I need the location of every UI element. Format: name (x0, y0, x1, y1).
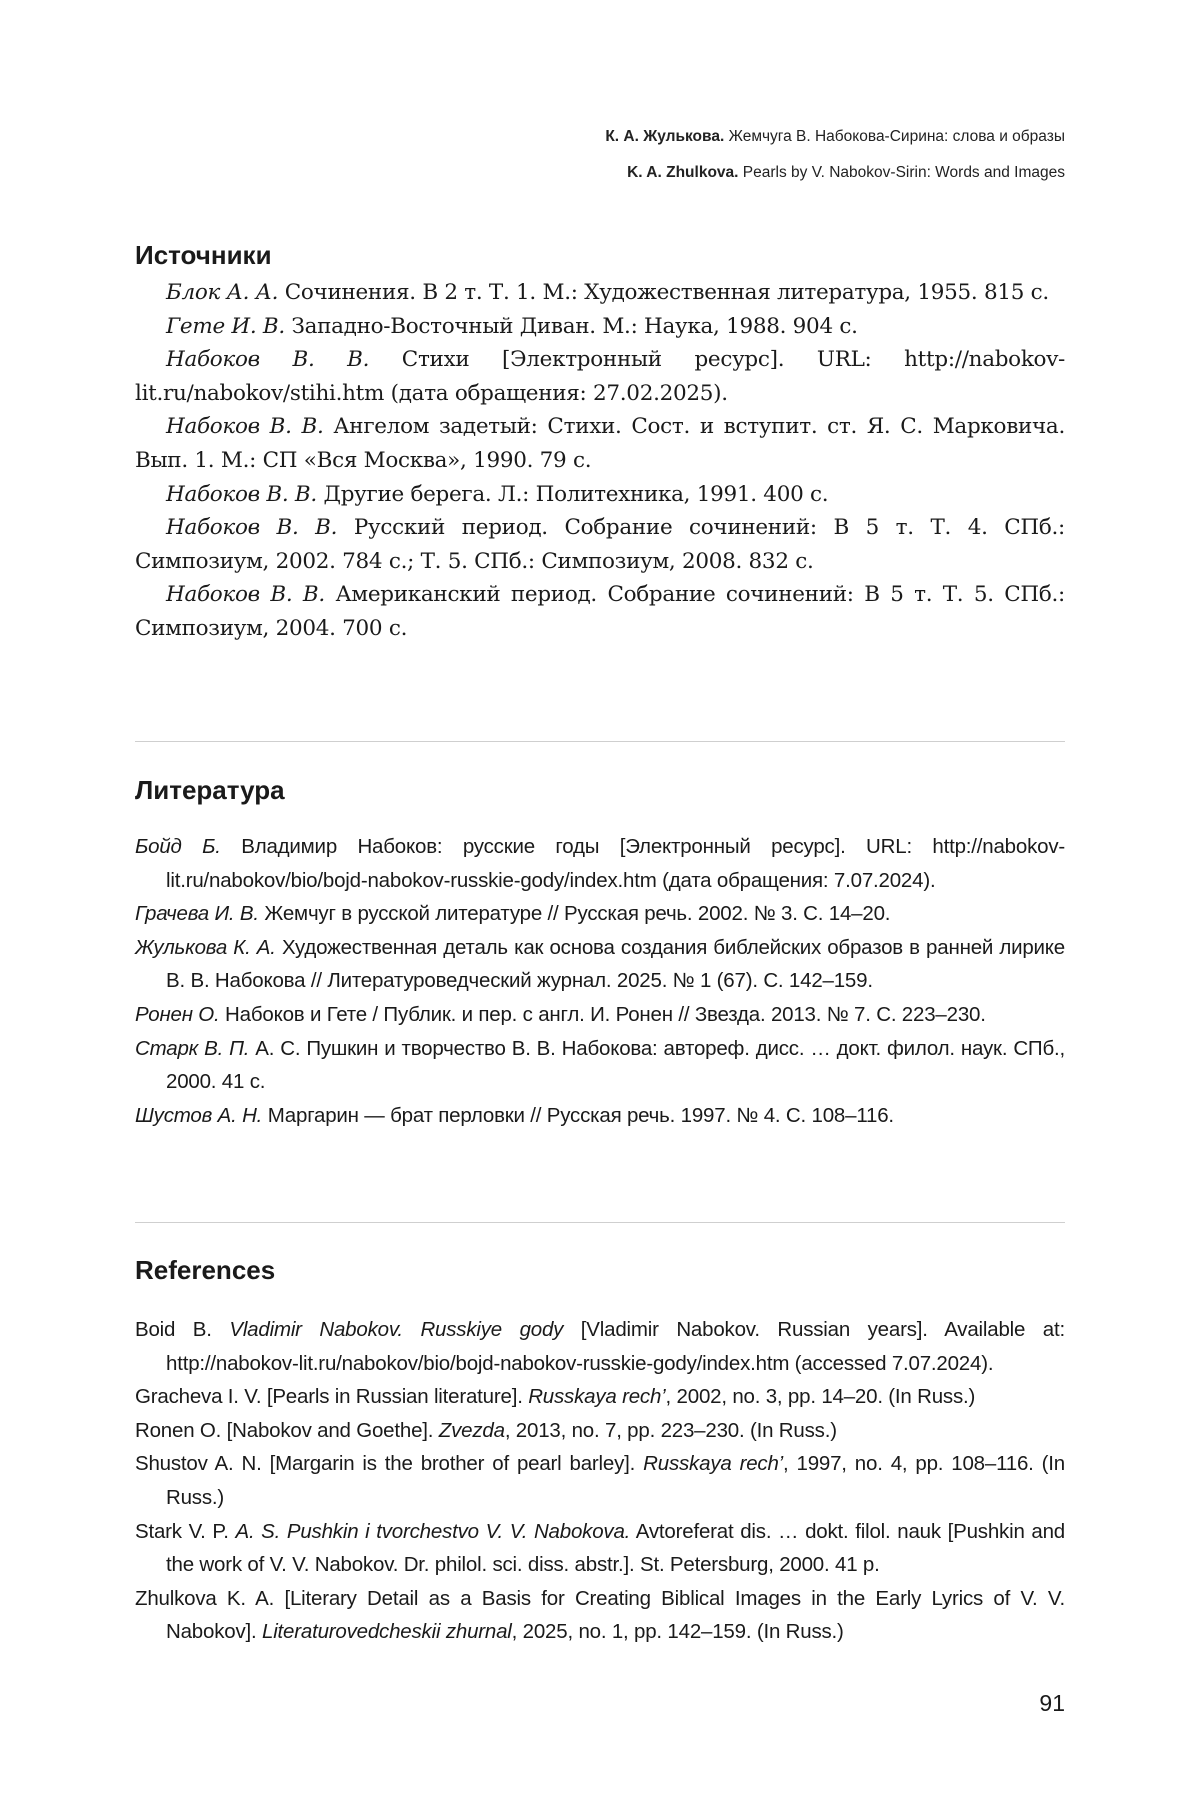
source-author: Набоков В. В. (166, 347, 370, 373)
reference-italic: Zvezda (438, 1418, 505, 1442)
source-entry (135, 276, 1065, 310)
source-author: Блок А. А. (166, 280, 279, 305)
source-entry (135, 511, 1065, 578)
literature-author: Шустов А. Н. (135, 1103, 263, 1127)
source-entry (135, 578, 1065, 645)
source-text: Сочинения. В 2 т. Т. 1. М.: Художественная литература, 1955. 815 с. (284, 280, 1049, 305)
reference-entry (135, 1447, 1065, 1514)
running-head-en-author: K. A. Zhulkova. (627, 164, 739, 181)
source-text: Стихи [Электронный ресурс]. URL: http://nabokov-lit.ru/nabokov/stihi.htm (дата обращения: 27.02.2025). (135, 347, 1065, 406)
source-text: Американский период. Собрание сочинений: В 5 т. Т. 5. СПб.: Симпозиум, 2004. 700 с. (135, 582, 1065, 641)
references-heading: References (135, 1255, 276, 1285)
literature-entry (135, 1032, 1065, 1099)
reference-post: , 2025, no. 1, pp. 142–159. (In Russ.) (511, 1620, 844, 1644)
reference-post: , 1997, no. 4, pp. 108–116. (In Russ.) (166, 1452, 1065, 1509)
reference-entry (135, 1313, 1065, 1380)
literature-text: А. С. Пушкин и творчество В. В. Набокова: автореф. дисс. … докт. филол. наук. СПб., 2000. 41 с. (166, 1036, 1065, 1094)
literature-text: Набоков и Гете / Публик. и пер. с англ. И. Ронен // Звезда. 2013. № 7. С. 223–230. (225, 1002, 986, 1026)
reference-italic: Literaturovedcheskii zhurnal (262, 1620, 512, 1644)
section-divider (135, 741, 1065, 742)
source-author: Набоков В. В. (166, 481, 317, 507)
literature-entry (135, 830, 1065, 897)
literature-entry (135, 1099, 1065, 1133)
literature-entry (135, 998, 1065, 1032)
literature-text: Художественная деталь как основа создания библейских образов в ранней лирике В. В. Набокова // Литературоведческий журнал. 2025. № 1 (67). С. 142–159. (166, 935, 1065, 993)
reference-pre: Ronen O. [Nabokov and Goethe]. (135, 1418, 439, 1442)
running-head-ru-title: Жемчуга В. Набокова-Сирина: слова и образы (728, 128, 1065, 145)
reference-italic: A. S. Pushkin i tvorchestvo V. V. Nabokova. (235, 1519, 631, 1543)
literature-author: Бойд Б. (135, 835, 221, 858)
source-author: Набоков В. В. (166, 582, 325, 608)
reference-entry (135, 1380, 1065, 1414)
source-entry (135, 310, 1065, 344)
source-text: Русский период. Собрание сочинений: В 5 т. Т. 4. СПб.: Симпозиум, 2002. 784 с.; Т. 5. СПб.: Симпозиум, 2008. 832 с. (135, 515, 1065, 574)
literature-author: Жулькова К. А. (135, 935, 276, 959)
literature-entry (135, 897, 1065, 931)
reference-post: Avtoreferat dis. … dokt. filol. nauk [Pushkin and the work of V. V. Nabokov. Dr. philol. sci. diss. abstr.]. St. Petersburg, 2000. 41 p. (166, 1519, 1066, 1577)
running-head-en (627, 164, 1065, 182)
reference-entry (135, 1414, 1065, 1448)
literature-text: Маргарин — брат перловки // Русская речь. 1997. № 4. С. 108–116. (267, 1103, 894, 1127)
reference-pre: Shustov A. N. [Margarin is the brother of pearl barley]. (135, 1452, 644, 1476)
references-list (135, 1313, 1065, 1649)
running-head-ru (605, 128, 1065, 146)
source-author: Набоков В. В. (166, 515, 338, 541)
literature-heading: Литература (135, 775, 285, 805)
reference-pre: Zhulkova K. A. [Literary Detail as a Basis for Creating Biblical Images in the Early Lyrics of V. V. Nabokov]. (135, 1586, 1065, 1644)
literature-list (135, 830, 1065, 1132)
reference-italic: Russkaya rech’ (643, 1452, 783, 1476)
reference-entry (135, 1582, 1065, 1649)
source-author: Набоков В. В. (166, 414, 324, 440)
literature-author: Старк В. П. (135, 1036, 250, 1060)
page-number: 91 (1039, 1690, 1065, 1716)
sources-list (135, 276, 1065, 646)
reference-post: , 2013, no. 7, pp. 223–230. (In Russ.) (504, 1418, 837, 1442)
source-text: Западно-Восточный Диван. М.: Наука, 1988. 904 с. (291, 313, 858, 339)
source-entry (135, 410, 1065, 477)
source-entry (135, 478, 1065, 512)
running-head-ru-author: К. А. Жулькова. (605, 128, 725, 145)
running-head-en-title: Pearls by V. Nabokov-Sirin: Words and Images (742, 164, 1065, 181)
source-author: Гете И. В. (166, 313, 285, 339)
source-entry (135, 343, 1065, 410)
literature-entry (135, 931, 1065, 998)
source-text: Ангелом задетый: Стихи. Сост. и вступит. ст. Я. С. Марковича. Вып. 1. М.: СП «Вся Москва», 1990. 79 с. (135, 414, 1065, 473)
reference-post: [Vladimir Nabokov. Russian years]. Available at: http://nabokov-lit.ru/nabokov/bio/bojd-nabokov-russkie-gody/index.htm (accessed 7.07.2024). (166, 1318, 1065, 1375)
reference-italic: Russkaya rech’ (528, 1385, 666, 1409)
source-text: Другие берега. Л.: Политехника, 1991. 400 с. (323, 481, 829, 507)
reference-pre: Stark V. P. (135, 1519, 236, 1543)
literature-text: Владимир Набоков: русские годы [Электронный ресурс]. URL: http://nabokov-lit.ru/nabokov/bio/bojd-nabokov-russkie-gody/index.htm (дата обращения: 7.07.2024). (166, 835, 1066, 892)
literature-text: Жемчуг в русской литературе // Русская речь. 2002. № 3. С. 14–20. (264, 902, 891, 926)
literature-author: Ронен О. (135, 1002, 220, 1026)
reference-pre: Gracheva I. V. [Pearls in Russian literature]. (135, 1385, 529, 1409)
literature-author: Грачева И. В. (135, 902, 259, 926)
sources-heading: Источники (135, 240, 272, 270)
reference-pre: Boid B. (135, 1318, 230, 1341)
section-divider (135, 1222, 1065, 1223)
reference-entry (135, 1515, 1065, 1582)
reference-post: , 2002, no. 3, pp. 14–20. (In Russ.) (665, 1385, 976, 1409)
reference-italic: Vladimir Nabokov. Russkiye gody (229, 1318, 564, 1341)
